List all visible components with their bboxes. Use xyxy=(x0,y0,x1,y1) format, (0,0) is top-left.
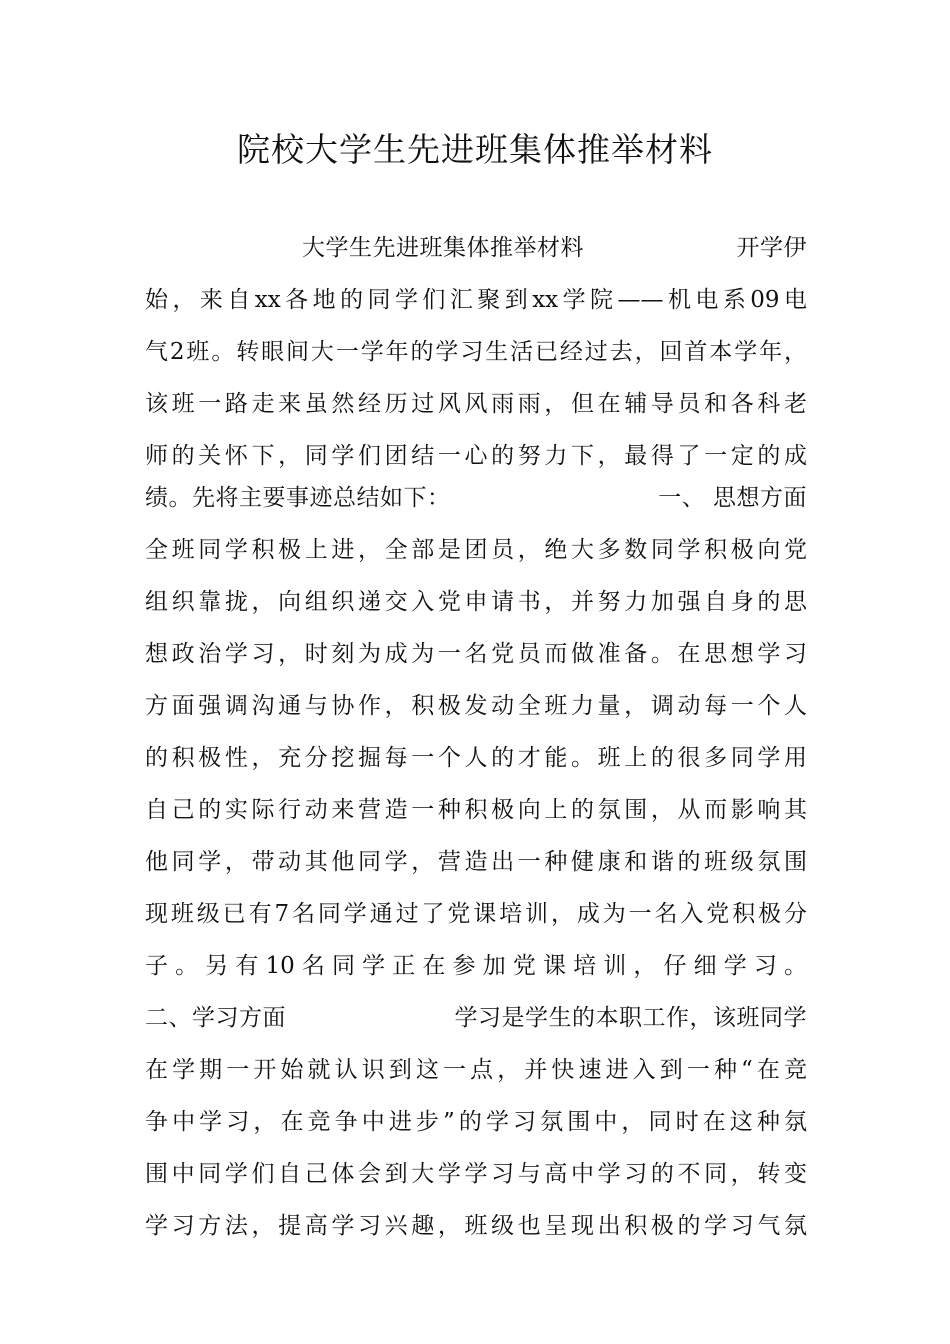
body-line: 方面强调沟通与协作，积极发动全班力量，调动每一个人 xyxy=(145,693,807,719)
body-line: 争中学习，在竞争中进步”的学习氛围中，同时在这种氛 xyxy=(145,1109,807,1135)
body-line xyxy=(145,472,807,524)
body-line: 在学期一开始就认识到这一点，并快速进入到一种“在竞 xyxy=(145,1057,807,1083)
body-line: 现班级已有7名同学通过了党课培训，成为一名入党积极分 xyxy=(145,901,807,927)
body-line: 气2班。转眼间大一学年的学习生活已经过去，回首本学年， xyxy=(145,339,807,365)
body-line-right-segment: 一、 思想方面 xyxy=(658,485,807,511)
body-line: 想政治学习，时刻为成为一名党员而做准备。在思想学习 xyxy=(145,641,807,667)
body-line xyxy=(145,992,807,1044)
body-line: 组织靠拢，向组织递交入党申请书，并努力加强自身的思 xyxy=(145,589,807,615)
body-line: 自己的实际行动来营造一种积极向上的氛围，从而影响其 xyxy=(145,797,807,823)
body-line xyxy=(145,222,807,274)
body-line: 子。另有10名同学正在参加党课培训，仔细学习。 xyxy=(145,953,807,979)
body-line: 他同学，带动其他同学，营造出一种健康和谐的班级氛围 xyxy=(145,849,807,875)
body-line: 全班同学积极上进，全部是团员，绝大多数同学积极向党 xyxy=(145,537,807,563)
body-line: 师的关怀下，同学们团结一心的努力下，最得了一定的成 xyxy=(145,443,807,469)
document-title: 院校大学生先进班集体推举材料 xyxy=(237,130,713,169)
body-line: 该班一路走来虽然经历过风风雨雨，但在辅导员和各科老 xyxy=(145,391,807,417)
body-line: 围中同学们自己体会到大学学习与高中学习的不同，转变 xyxy=(145,1161,807,1187)
body-line-left-segment: 二、学习方面 xyxy=(145,1005,286,1031)
body-line-left-segment: 绩。先将主要事迹总结如下： xyxy=(145,485,451,511)
body-line-right-segment: 开学伊 xyxy=(736,235,807,261)
body-line-right-segment: 学习是学生的本职工作，该班同学 xyxy=(454,1005,807,1031)
body-line: 的积极性，充分挖掘每一个人的才能。班上的很多同学用 xyxy=(145,745,807,771)
body-line-left-segment: 大学生先进班集体推举材料 xyxy=(302,235,584,261)
body-line: 始，来自xx各地的同学们汇聚到xx学院——机电系09电 xyxy=(145,287,807,313)
body-line: 学习方法，提高学习兴趣，班级也呈现出积极的学习气氛 xyxy=(145,1213,807,1239)
